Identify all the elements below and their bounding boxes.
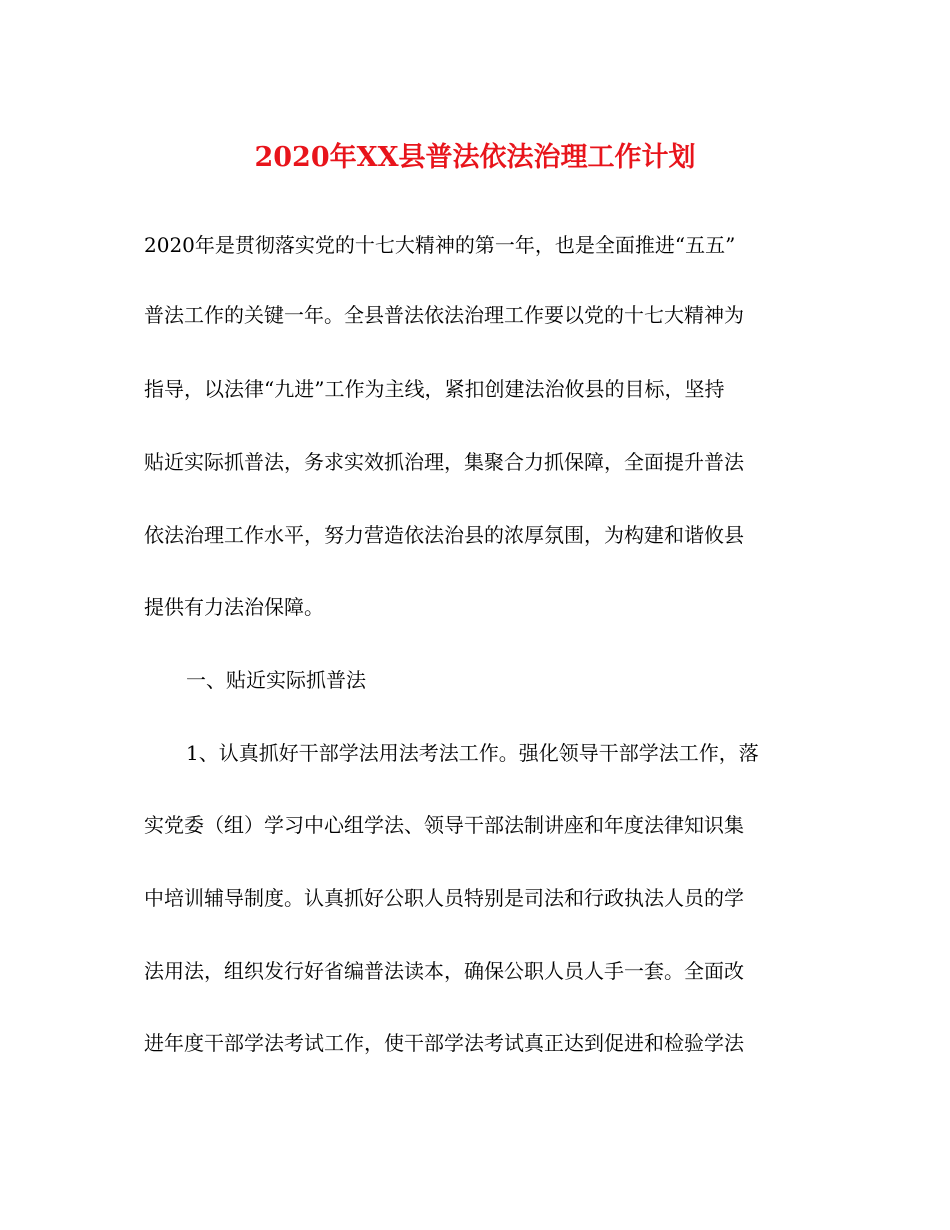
paragraph-line-3: 指导，以法律“九进”工作为主线，紧扣创建法治攸县的目标，坚持 [144, 377, 725, 401]
paragraph-line-6: 提供有力法治保障。 [144, 595, 324, 619]
paragraph-line-1: 2020年是贯彻落实党的十七大精神的第一年，也是全面推进“五五” [144, 233, 736, 257]
paragraph-line-8: 实党委（组）学习中心组学法、领导干部法制讲座和年度法律知识集 [144, 813, 744, 837]
paragraph-line-5: 依法治理工作水平，努力营造依法治县的浓厚氛围，为构建和谐攸县 [144, 523, 744, 547]
paragraph-line-2: 普法工作的关键一年。全县普法依法治理工作要以党的十七大精神为 [144, 303, 744, 327]
paragraph-line-10: 法用法，组织发行好省编普法读本，确保公职人员人手一套。全面改 [144, 959, 744, 983]
paragraph-line-7: 1、认真抓好干部学法用法考法工作。强化领导干部学法工作，落 [186, 741, 759, 765]
paragraph-line-4: 贴近实际抓普法，务求实效抓治理，集聚合力抓保障，全面提升普法 [144, 450, 744, 474]
document-title: 2020年XX县普法依法治理工作计划 [254, 142, 696, 173]
section-heading: 一、贴近实际抓普法 [186, 668, 366, 692]
paragraph-line-11: 进年度干部学法考试工作，使干部学法考试真正达到促进和检验学法 [144, 1031, 744, 1055]
paragraph-line-9: 中培训辅导制度。认真抓好公职人员特别是司法和行政执法人员的学 [144, 886, 744, 910]
